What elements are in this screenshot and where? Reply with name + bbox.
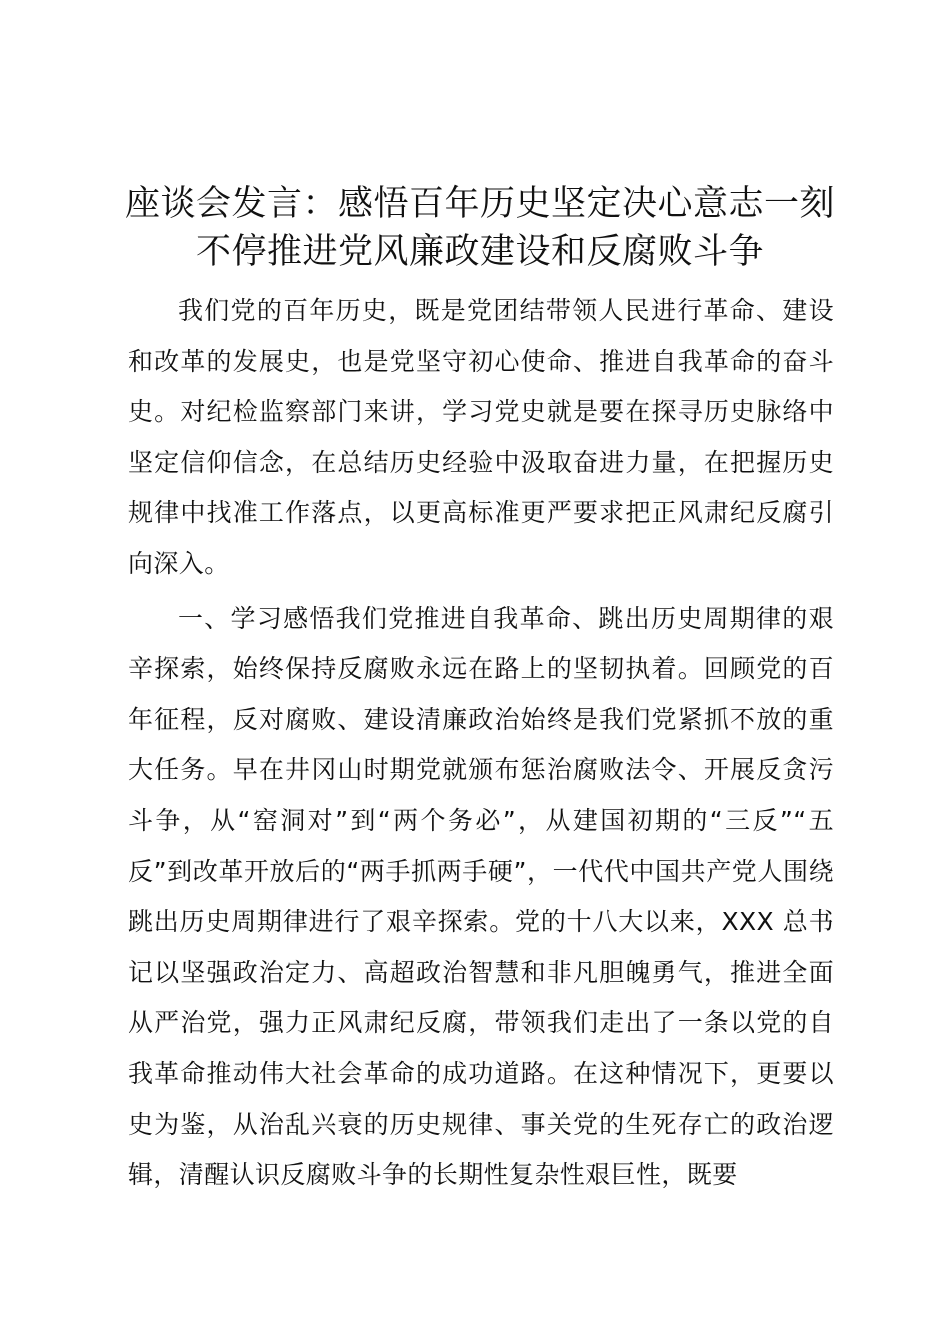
title-line-1: 座谈会发言：感悟百年历史坚定决心意志一刻 [124, 184, 835, 224]
document-title [100, 180, 860, 276]
document-body [128, 286, 834, 1201]
paragraph-section-one: 一、学习感悟我们党推进自我革命、跳出历史周期律的艰辛探索，始终保持反腐败永远在路上的坚韧执着。回顾党的百年征程，反对腐败、建设清廉政治始终是我们党紧抓不放的重大任务。早在井冈山时期党就颁布惩治腐败法令、开展反贪污斗争，从“窑洞对”到“两个务必”，从建国初期的“三反”“五反”到改革开放后的“两手抓两手硬”，一代代中国共产党人围绕跳出历史周期律进行了艰辛探索。党的十八大以来，XXX 总书记以坚强政治定力、高超政治智慧和非凡胆魄勇气，推进全面从严治党，强力正风肃纪反腐，带领我们走出了一条以党的自我革命推动伟大社会革命的成功道路。在这种情况下，更要以史为鉴，从治乱兴衰的历史规律、事关党的生死存亡的政治逻辑，清醒认识反腐败斗争的长期性复杂性艰巨性，既要 [128, 603, 834, 1190]
title-line-2: 不停推进党风廉政建设和反腐败斗争 [195, 232, 764, 272]
paragraph-intro: 我们党的百年历史，既是党团结带领人民进行革命、建设和改革的发展史，也是党坚守初心使命、推进自我革命的奋斗史。对纪检监察部门来讲，学习党史就是要在探寻历史脉络中坚定信仰信念，在总结历史经验中汲取奋进力量，在把握历史规律中找准工作落点，以更高标准更严要求把正风肃纪反腐引向深入。 [128, 296, 834, 578]
